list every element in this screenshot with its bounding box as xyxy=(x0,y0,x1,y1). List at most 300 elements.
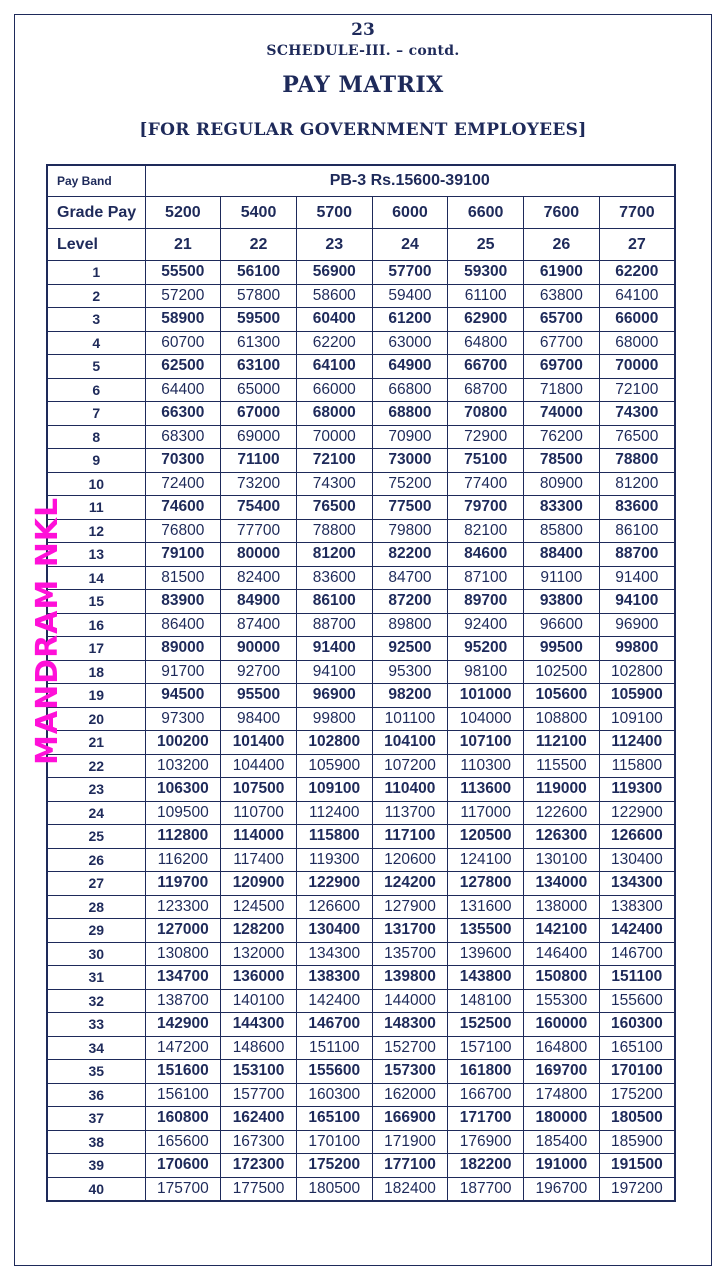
pay-cell: 115800 xyxy=(296,825,372,849)
pay-cell: 110700 xyxy=(221,801,297,825)
pay-cell: 95200 xyxy=(448,637,524,661)
table-row xyxy=(47,754,675,778)
table-row xyxy=(47,472,675,496)
pay-cell: 147200 xyxy=(145,1036,221,1060)
pay-cell: 146700 xyxy=(296,1013,372,1037)
pay-cell: 170100 xyxy=(599,1060,675,1084)
pay-cell: 70800 xyxy=(448,402,524,426)
watermark: MANDRAM NKL xyxy=(30,496,65,765)
pay-cell: 87400 xyxy=(221,613,297,637)
pay-cell: 144300 xyxy=(221,1013,297,1037)
pay-cell: 127900 xyxy=(372,895,448,919)
pay-cell: 148600 xyxy=(221,1036,297,1060)
pay-cell: 59400 xyxy=(372,284,448,308)
pay-cell: 83600 xyxy=(599,496,675,520)
pay-cell: 112400 xyxy=(296,801,372,825)
table-row xyxy=(47,1154,675,1178)
level-cell: 23 xyxy=(296,229,372,261)
table-row xyxy=(47,284,675,308)
pay-cell: 61900 xyxy=(524,261,600,285)
pay-cell: 177500 xyxy=(221,1177,297,1201)
pay-cell: 61200 xyxy=(372,308,448,332)
pay-cell: 152700 xyxy=(372,1036,448,1060)
pay-cell: 69700 xyxy=(524,355,600,379)
pay-cell: 99800 xyxy=(599,637,675,661)
table-row xyxy=(47,378,675,402)
pay-cell: 70000 xyxy=(296,425,372,449)
pay-cell: 98100 xyxy=(448,660,524,684)
pay-cell: 157100 xyxy=(448,1036,524,1060)
level-cell: 25 xyxy=(448,229,524,261)
row-index: 28 xyxy=(47,895,145,919)
pay-cell: 138300 xyxy=(599,895,675,919)
row-index: 14 xyxy=(47,566,145,590)
pay-cell: 75200 xyxy=(372,472,448,496)
pay-cell: 58900 xyxy=(145,308,221,332)
row-index: 30 xyxy=(47,942,145,966)
pay-cell: 96900 xyxy=(599,613,675,637)
pay-cell: 64400 xyxy=(145,378,221,402)
row-index: 23 xyxy=(47,778,145,802)
pay-cell: 62200 xyxy=(599,261,675,285)
pay-cell: 131700 xyxy=(372,919,448,943)
pay-cell: 162000 xyxy=(372,1083,448,1107)
table-row xyxy=(47,966,675,990)
pay-cell: 142400 xyxy=(296,989,372,1013)
pay-cell: 160800 xyxy=(145,1107,221,1131)
pay-cell: 75100 xyxy=(448,449,524,473)
pay-cell: 77700 xyxy=(221,519,297,543)
pay-cell: 66000 xyxy=(296,378,372,402)
pay-cell: 88700 xyxy=(599,543,675,567)
pay-cell: 57200 xyxy=(145,284,221,308)
pay-cell: 99500 xyxy=(524,637,600,661)
pay-band-value: PB-3 Rs.15600-39100 xyxy=(145,165,675,197)
pay-cell: 171700 xyxy=(448,1107,524,1131)
pay-cell: 171900 xyxy=(372,1130,448,1154)
pay-cell: 93800 xyxy=(524,590,600,614)
pay-cell: 103200 xyxy=(145,754,221,778)
pay-cell: 65700 xyxy=(524,308,600,332)
pay-cell: 162400 xyxy=(221,1107,297,1131)
pay-cell: 166900 xyxy=(372,1107,448,1131)
pay-cell: 115500 xyxy=(524,754,600,778)
pay-cell: 72100 xyxy=(296,449,372,473)
row-index: 18 xyxy=(47,660,145,684)
row-index: 12 xyxy=(47,519,145,543)
pay-cell: 112100 xyxy=(524,731,600,755)
pay-cell: 104400 xyxy=(221,754,297,778)
table-row xyxy=(47,1177,675,1201)
pay-cell: 79100 xyxy=(145,543,221,567)
row-index: 7 xyxy=(47,402,145,426)
grade-pay-cell: 7600 xyxy=(524,197,600,229)
pay-cell: 62500 xyxy=(145,355,221,379)
row-index: 2 xyxy=(47,284,145,308)
pay-cell: 78500 xyxy=(524,449,600,473)
pay-cell: 175200 xyxy=(599,1083,675,1107)
pay-cell: 167300 xyxy=(221,1130,297,1154)
pay-cell: 132000 xyxy=(221,942,297,966)
pay-cell: 102500 xyxy=(524,660,600,684)
row-index: 15 xyxy=(47,590,145,614)
table-row xyxy=(47,778,675,802)
pay-cell: 73000 xyxy=(372,449,448,473)
pay-cell: 57700 xyxy=(372,261,448,285)
row-index: 3 xyxy=(47,308,145,332)
pay-cell: 161800 xyxy=(448,1060,524,1084)
pay-cell: 71100 xyxy=(221,449,297,473)
pay-cell: 169700 xyxy=(524,1060,600,1084)
table-row xyxy=(47,566,675,590)
pay-cell: 102800 xyxy=(296,731,372,755)
pay-cell: 63000 xyxy=(372,331,448,355)
pay-cell: 135700 xyxy=(372,942,448,966)
pay-cell: 197200 xyxy=(599,1177,675,1201)
pay-cell: 130800 xyxy=(145,942,221,966)
pay-cell: 83300 xyxy=(524,496,600,520)
pay-cell: 138700 xyxy=(145,989,221,1013)
pay-cell: 77500 xyxy=(372,496,448,520)
pay-cell: 98400 xyxy=(221,707,297,731)
table-row xyxy=(47,895,675,919)
row-index: 24 xyxy=(47,801,145,825)
pay-cell: 109500 xyxy=(145,801,221,825)
pay-cell: 160300 xyxy=(296,1083,372,1107)
table-row xyxy=(47,919,675,943)
pay-cell: 180500 xyxy=(296,1177,372,1201)
pay-cell: 160300 xyxy=(599,1013,675,1037)
pay-cell: 165600 xyxy=(145,1130,221,1154)
pay-cell: 96900 xyxy=(296,684,372,708)
pay-cell: 134300 xyxy=(599,872,675,896)
row-index: 39 xyxy=(47,1154,145,1178)
pay-cell: 146400 xyxy=(524,942,600,966)
pay-cell: 81200 xyxy=(296,543,372,567)
pay-cell: 113600 xyxy=(448,778,524,802)
pay-cell: 85800 xyxy=(524,519,600,543)
pay-cell: 117400 xyxy=(221,848,297,872)
pay-cell: 122600 xyxy=(524,801,600,825)
pay-cell: 117100 xyxy=(372,825,448,849)
table-row xyxy=(47,825,675,849)
pay-cell: 97300 xyxy=(145,707,221,731)
pay-cell: 138300 xyxy=(296,966,372,990)
pay-cell: 106300 xyxy=(145,778,221,802)
pay-cell: 150800 xyxy=(524,966,600,990)
pay-cell: 71800 xyxy=(524,378,600,402)
pay-cell: 61300 xyxy=(221,331,297,355)
row-index: 6 xyxy=(47,378,145,402)
pay-cell: 107200 xyxy=(372,754,448,778)
pay-cell: 170100 xyxy=(296,1130,372,1154)
pay-cell: 176900 xyxy=(448,1130,524,1154)
table-row xyxy=(47,942,675,966)
pay-cell: 70000 xyxy=(599,355,675,379)
pay-cell: 157300 xyxy=(372,1060,448,1084)
table-row xyxy=(47,731,675,755)
pay-cell: 87200 xyxy=(372,590,448,614)
pay-cell: 91400 xyxy=(296,637,372,661)
grade-pay-cell: 5400 xyxy=(221,197,297,229)
pay-cell: 60700 xyxy=(145,331,221,355)
pay-cell: 95300 xyxy=(372,660,448,684)
pay-cell: 90000 xyxy=(221,637,297,661)
pay-cell: 66700 xyxy=(448,355,524,379)
level-label: Level xyxy=(47,229,145,261)
pay-cell: 68000 xyxy=(599,331,675,355)
pay-cell: 55500 xyxy=(145,261,221,285)
pay-cell: 109100 xyxy=(599,707,675,731)
pay-cell: 91100 xyxy=(524,566,600,590)
row-index: 38 xyxy=(47,1130,145,1154)
pay-cell: 180500 xyxy=(599,1107,675,1131)
row-index: 25 xyxy=(47,825,145,849)
pay-cell: 92700 xyxy=(221,660,297,684)
pay-cell: 160000 xyxy=(524,1013,600,1037)
pay-cell: 155600 xyxy=(599,989,675,1013)
pay-cell: 84700 xyxy=(372,566,448,590)
row-index: 9 xyxy=(47,449,145,473)
pay-cell: 110300 xyxy=(448,754,524,778)
row-index: 40 xyxy=(47,1177,145,1201)
pay-cell: 70300 xyxy=(145,449,221,473)
pay-cell: 68000 xyxy=(296,402,372,426)
pay-cell: 104000 xyxy=(448,707,524,731)
pay-cell: 88400 xyxy=(524,543,600,567)
pay-cell: 180000 xyxy=(524,1107,600,1131)
pay-cell: 66300 xyxy=(145,402,221,426)
pay-cell: 151600 xyxy=(145,1060,221,1084)
pay-cell: 139800 xyxy=(372,966,448,990)
pay-cell: 60400 xyxy=(296,308,372,332)
pay-cell: 155600 xyxy=(296,1060,372,1084)
pay-cell: 120600 xyxy=(372,848,448,872)
pay-cell: 134000 xyxy=(524,872,600,896)
pay-cell: 175700 xyxy=(145,1177,221,1201)
grade-pay-cell: 5700 xyxy=(296,197,372,229)
pay-cell: 67700 xyxy=(524,331,600,355)
row-index: 8 xyxy=(47,425,145,449)
pay-cell: 196700 xyxy=(524,1177,600,1201)
pay-cell: 135500 xyxy=(448,919,524,943)
pay-cell: 104100 xyxy=(372,731,448,755)
pay-cell: 76500 xyxy=(296,496,372,520)
pay-cell: 101000 xyxy=(448,684,524,708)
pay-cell: 100200 xyxy=(145,731,221,755)
pay-cell: 82100 xyxy=(448,519,524,543)
pay-cell: 119000 xyxy=(524,778,600,802)
table-row xyxy=(47,872,675,896)
table-row xyxy=(47,1083,675,1107)
pay-cell: 96600 xyxy=(524,613,600,637)
row-index: 21 xyxy=(47,731,145,755)
pay-cell: 187700 xyxy=(448,1177,524,1201)
pay-cell: 56100 xyxy=(221,261,297,285)
pay-cell: 59500 xyxy=(221,308,297,332)
pay-cell: 170600 xyxy=(145,1154,221,1178)
grade-pay-cell: 6600 xyxy=(448,197,524,229)
level-cell: 27 xyxy=(599,229,675,261)
pay-cell: 58600 xyxy=(296,284,372,308)
table-row xyxy=(47,519,675,543)
pay-cell: 127000 xyxy=(145,919,221,943)
pay-cell: 148100 xyxy=(448,989,524,1013)
pay-cell: 116200 xyxy=(145,848,221,872)
pay-cell: 151100 xyxy=(599,966,675,990)
row-index: 33 xyxy=(47,1013,145,1037)
pay-cell: 119300 xyxy=(599,778,675,802)
pay-cell: 127800 xyxy=(448,872,524,896)
pay-cell: 142900 xyxy=(145,1013,221,1037)
pay-cell: 62900 xyxy=(448,308,524,332)
table-row xyxy=(47,660,675,684)
pay-cell: 83600 xyxy=(296,566,372,590)
row-index: 19 xyxy=(47,684,145,708)
table-row xyxy=(47,989,675,1013)
pay-cell: 94100 xyxy=(296,660,372,684)
pay-cell: 182200 xyxy=(448,1154,524,1178)
pay-cell: 89000 xyxy=(145,637,221,661)
pay-cell: 69000 xyxy=(221,425,297,449)
level-cell: 26 xyxy=(524,229,600,261)
pay-cell: 138000 xyxy=(524,895,600,919)
pay-cell: 191500 xyxy=(599,1154,675,1178)
pay-band-label: Pay Band xyxy=(47,165,145,197)
pay-cell: 68800 xyxy=(372,402,448,426)
pay-cell: 120900 xyxy=(221,872,297,896)
pay-cell: 74300 xyxy=(599,402,675,426)
table-row xyxy=(47,684,675,708)
pay-cell: 102800 xyxy=(599,660,675,684)
table-row xyxy=(47,1107,675,1131)
pay-cell: 144000 xyxy=(372,989,448,1013)
row-index: 20 xyxy=(47,707,145,731)
pay-cell: 82400 xyxy=(221,566,297,590)
pay-cell: 92500 xyxy=(372,637,448,661)
pay-cell: 74600 xyxy=(145,496,221,520)
pay-cell: 64100 xyxy=(599,284,675,308)
pay-cell: 148300 xyxy=(372,1013,448,1037)
table-row xyxy=(47,1036,675,1060)
pay-cell: 66800 xyxy=(372,378,448,402)
pay-cell: 140100 xyxy=(221,989,297,1013)
pay-cell: 139600 xyxy=(448,942,524,966)
level-cell: 22 xyxy=(221,229,297,261)
row-index: 1 xyxy=(47,261,145,285)
row-index: 13 xyxy=(47,543,145,567)
page-title: PAY MATRIX xyxy=(282,72,444,98)
pay-cell: 120500 xyxy=(448,825,524,849)
pay-cell: 68300 xyxy=(145,425,221,449)
pay-band-row xyxy=(47,165,675,197)
pay-cell: 165100 xyxy=(296,1107,372,1131)
pay-cell: 99800 xyxy=(296,707,372,731)
pay-cell: 94500 xyxy=(145,684,221,708)
pay-cell: 142400 xyxy=(599,919,675,943)
row-index: 10 xyxy=(47,472,145,496)
pay-cell: 84900 xyxy=(221,590,297,614)
pay-cell: 86100 xyxy=(296,590,372,614)
pay-cell: 101100 xyxy=(372,707,448,731)
pay-cell: 124200 xyxy=(372,872,448,896)
pay-cell: 63800 xyxy=(524,284,600,308)
pay-cell: 119300 xyxy=(296,848,372,872)
grade-pay-cell: 5200 xyxy=(145,197,221,229)
pay-cell: 155300 xyxy=(524,989,600,1013)
pay-cell: 122900 xyxy=(599,801,675,825)
pay-cell: 136000 xyxy=(221,966,297,990)
pay-cell: 61100 xyxy=(448,284,524,308)
pay-cell: 143800 xyxy=(448,966,524,990)
pay-cell: 172300 xyxy=(221,1154,297,1178)
pay-cell: 177100 xyxy=(372,1154,448,1178)
pay-cell: 130400 xyxy=(599,848,675,872)
table-row xyxy=(47,848,675,872)
pay-cell: 142100 xyxy=(524,919,600,943)
table-row xyxy=(47,1060,675,1084)
table-row xyxy=(47,331,675,355)
level-row xyxy=(47,229,675,261)
table-row xyxy=(47,637,675,661)
pay-cell: 124100 xyxy=(448,848,524,872)
pay-cell: 80000 xyxy=(221,543,297,567)
pay-cell: 105600 xyxy=(524,684,600,708)
pay-cell: 78800 xyxy=(296,519,372,543)
pay-cell: 119700 xyxy=(145,872,221,896)
pay-cell: 108800 xyxy=(524,707,600,731)
pay-cell: 131600 xyxy=(448,895,524,919)
pay-cell: 107500 xyxy=(221,778,297,802)
pay-cell: 68700 xyxy=(448,378,524,402)
pay-cell: 130400 xyxy=(296,919,372,943)
pay-cell: 122900 xyxy=(296,872,372,896)
pay-cell: 124500 xyxy=(221,895,297,919)
row-index: 37 xyxy=(47,1107,145,1131)
pay-cell: 126300 xyxy=(524,825,600,849)
table-row xyxy=(47,449,675,473)
pay-cell: 57800 xyxy=(221,284,297,308)
pay-cell: 79700 xyxy=(448,496,524,520)
table-row xyxy=(47,425,675,449)
pay-cell: 92400 xyxy=(448,613,524,637)
table-row xyxy=(47,496,675,520)
pay-cell: 166700 xyxy=(448,1083,524,1107)
pay-cell: 64100 xyxy=(296,355,372,379)
pay-cell: 80900 xyxy=(524,472,600,496)
pay-cell: 72100 xyxy=(599,378,675,402)
pay-cell: 73200 xyxy=(221,472,297,496)
pay-cell: 164800 xyxy=(524,1036,600,1060)
pay-cell: 89700 xyxy=(448,590,524,614)
pay-cell: 56900 xyxy=(296,261,372,285)
table-row xyxy=(47,1130,675,1154)
row-index: 17 xyxy=(47,637,145,661)
pay-cell: 152500 xyxy=(448,1013,524,1037)
pay-cell: 113700 xyxy=(372,801,448,825)
row-index: 35 xyxy=(47,1060,145,1084)
row-index: 34 xyxy=(47,1036,145,1060)
pay-cell: 185400 xyxy=(524,1130,600,1154)
pay-cell: 74000 xyxy=(524,402,600,426)
pay-cell: 91700 xyxy=(145,660,221,684)
pay-cell: 146700 xyxy=(599,942,675,966)
pay-cell: 117000 xyxy=(448,801,524,825)
table-row xyxy=(47,613,675,637)
table-row xyxy=(47,590,675,614)
pay-cell: 175200 xyxy=(296,1154,372,1178)
pay-cell: 88700 xyxy=(296,613,372,637)
